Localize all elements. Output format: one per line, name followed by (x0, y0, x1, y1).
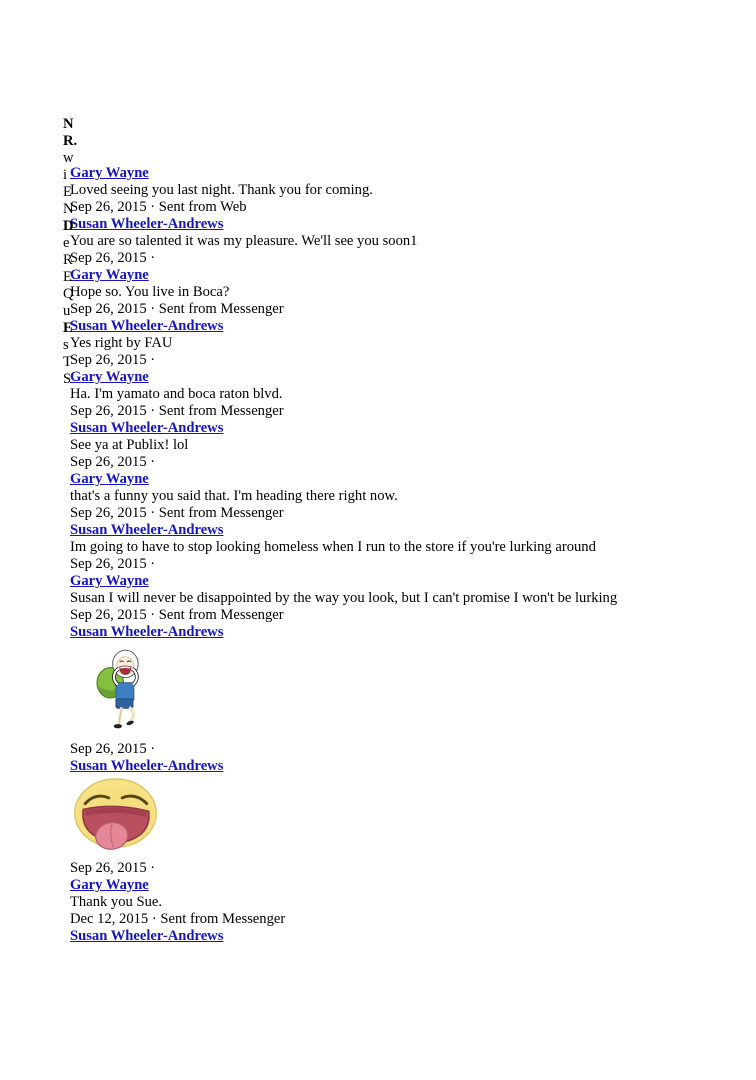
message-entry (70, 624, 720, 758)
message-entry (70, 758, 720, 877)
message-entry (70, 877, 720, 928)
garbled-char: i (63, 167, 68, 183)
sender-link[interactable]: Gary Wayne (70, 369, 149, 385)
message-entry (70, 420, 720, 471)
garbled-char: e (63, 235, 70, 251)
sender-link[interactable]: Susan Wheeler-Andrews (70, 318, 224, 334)
sender-link[interactable]: Susan Wheeler-Andrews (70, 216, 224, 232)
message-thread (70, 165, 720, 945)
sender-link[interactable]: Susan Wheeler-Andrews (70, 928, 224, 944)
garbled-char: E (63, 184, 72, 200)
sender-link[interactable]: Gary Wayne (70, 573, 149, 589)
message-text: Thank you Sue. (70, 894, 163, 910)
sender-link[interactable]: Susan Wheeler-Andrews (70, 624, 224, 640)
garbled-char: R. (63, 133, 78, 149)
message-date: Sep 26, 2015 · (70, 556, 156, 572)
adventure-time-finn-sticker (95, 645, 152, 730)
laughing-tongue-out-emoji-sticker (72, 778, 159, 852)
message-text: Im going to have to stop looking homeless when I run to the store if you're lurking around (70, 539, 596, 555)
message-date: Sep 26, 2015 · Sent from Messenger (70, 301, 284, 317)
sender-link[interactable]: Gary Wayne (70, 471, 149, 487)
message-date: Sep 26, 2015 · Sent from Messenger (70, 505, 284, 521)
garbled-char: E (63, 269, 72, 285)
garbled-char: D (63, 218, 74, 234)
message-text: Hope so. You live in Boca? (70, 284, 230, 300)
message-text: Susan I will never be disappointed by the way you look, but I can't promise I won't be lurking (70, 590, 618, 606)
sender-link[interactable]: Gary Wayne (70, 165, 149, 181)
message-date: Sep 26, 2015 · (70, 860, 156, 876)
message-date: Sep 26, 2015 · (70, 352, 156, 368)
garbled-char: N (63, 116, 74, 132)
message-date: Sep 26, 2015 · (70, 454, 156, 470)
sender-link[interactable]: Susan Wheeler-Andrews (70, 420, 224, 436)
message-text: See ya at Publix! lol (70, 437, 189, 453)
message-date: Sep 26, 2015 · Sent from Messenger (70, 607, 284, 623)
message-entry (70, 267, 720, 318)
sender-link[interactable]: Susan Wheeler-Andrews (70, 522, 224, 538)
message-text: You are so talented it was my pleasure. We'll see you soon1 (70, 233, 418, 249)
message-entry (70, 471, 720, 522)
message-entry (70, 928, 720, 945)
message-entry (70, 318, 720, 369)
message-entry (70, 369, 720, 420)
sender-link[interactable]: Gary Wayne (70, 877, 149, 893)
message-date: Sep 26, 2015 · (70, 250, 156, 266)
message-text: Yes right by FAU (70, 335, 173, 351)
message-date: Dec 12, 2015 · Sent from Messenger (70, 911, 286, 927)
message-text: Ha. I'm yamato and boca raton blvd. (70, 386, 283, 402)
message-date: Sep 26, 2015 · Sent from Messenger (70, 403, 284, 419)
garbled-char: E (63, 320, 73, 336)
message-entry (70, 216, 720, 267)
garbled-char: T (63, 354, 72, 370)
garbled-char: Q (63, 286, 74, 302)
garbled-char: N (63, 201, 74, 217)
sender-link[interactable]: Susan Wheeler-Andrews (70, 758, 224, 774)
sender-link[interactable]: Gary Wayne (70, 267, 149, 283)
message-text: Loved seeing you last night. Thank you for coming. (70, 182, 373, 198)
message-text: that's a funny you said that. I'm heading there right now. (70, 488, 398, 504)
garbled-char: s (63, 337, 69, 353)
garbled-char: R (63, 252, 73, 268)
garbled-char: w (63, 150, 74, 166)
message-date: Sep 26, 2015 · (70, 741, 156, 757)
message-entry (70, 165, 720, 216)
garbled-char: S (63, 371, 72, 387)
garbled-char: u (63, 303, 71, 319)
message-entry (70, 573, 720, 624)
message-date: Sep 26, 2015 · Sent from Web (70, 199, 247, 215)
message-entry (70, 522, 720, 573)
